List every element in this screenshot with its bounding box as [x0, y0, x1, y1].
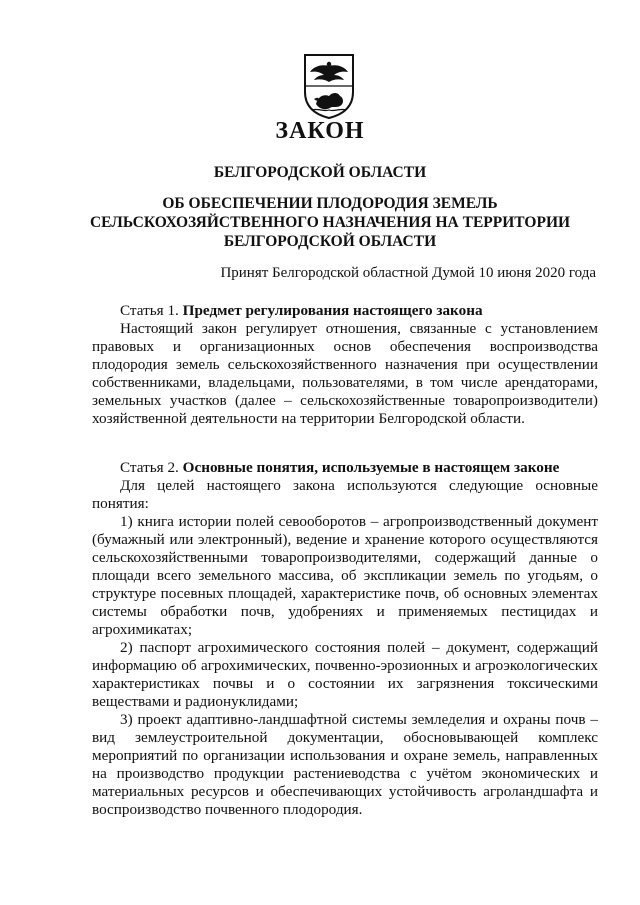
document-region: БЕЛГОРОДСКОЙ ОБЛАСТИ	[213, 164, 427, 181]
subtitle-line: ОБ ОБЕСПЕЧЕНИИ ПЛОДОРОДИЯ ЗЕМЕЛЬ	[162, 195, 498, 212]
article-1-text: Настоящий закон регулирует отношения, связанные с установлением правовых и организационных основ обеспечения воспроизводства плодородия земель сельскохозяйственного назначения при осуществлении собственниками, владельцами, пользователями, в том числе арендаторами, земельных участков (далее – сельскохозяйственные товаропроизводители) хозяйственной деятельности на территории Белгородской области.	[92, 320, 598, 427]
subtitle-line: СЕЛЬСКОХОЗЯЙСТВЕННОГО НАЗНАЧЕНИЯ НА ТЕРРИТОРИИ	[89, 214, 571, 231]
definition-item: 2) паспорт агрохимического состояния полей – документ, содержащий информацию об агрохимических, почвенно-эрозионных и агроэкологических характеристиках почвы и о состоянии их загрязнения токсическими веществами и радионуклидами;	[92, 639, 598, 710]
subtitle-line: БЕЛГОРОДСКОЙ ОБЛАСТИ	[223, 233, 437, 250]
article-1-label: Статья 1.	[120, 302, 179, 319]
article-1-heading	[92, 302, 598, 320]
article-2	[92, 459, 598, 819]
article-1	[92, 302, 598, 428]
article-2-heading	[92, 459, 598, 477]
document-title: ЗАКОН	[275, 118, 365, 144]
adoption-line: Принят Белгородской областной Думой 10 июня 2020 года	[220, 265, 596, 281]
definition-item: 1) книга истории полей севооборотов – агропроизводственный документ (бумажный или электронный), ведение и хранение которого осуществляются сельскохозяйственными товаропроизводителями, содержащий данные о площади всего земельного массива, об экспликации земель по угодьям, о структуре посевных площадей, характеристике почв, об основных элементах системы обработки почв, удобрениях и применяемых пестицидах и агрохимикатах;	[92, 513, 598, 638]
article-2-title: Основные понятия, используемые в настоящем законе	[182, 459, 560, 476]
coat-of-arms-emblem	[302, 52, 356, 120]
article-1-title: Предмет регулирования настоящего закона	[182, 302, 483, 319]
article-2-intro: Для целей настоящего закона используются следующие основные понятия:	[92, 477, 598, 512]
definition-item: 3) проект адаптивно-ландшафтной системы земледелия и охраны почв – вид землеустроительной документации, обосновывающей комплекс мероприятий по организации использования и охране земель, направленных на производство продукции растениеводства с учётом экономических и материальных ресурсов и обеспечивающих устойчивость агроландшафта и воспроизводство почвенного плодородия.	[92, 711, 598, 818]
article-2-label: Статья 2.	[120, 459, 179, 476]
document-subtitle	[60, 194, 600, 251]
